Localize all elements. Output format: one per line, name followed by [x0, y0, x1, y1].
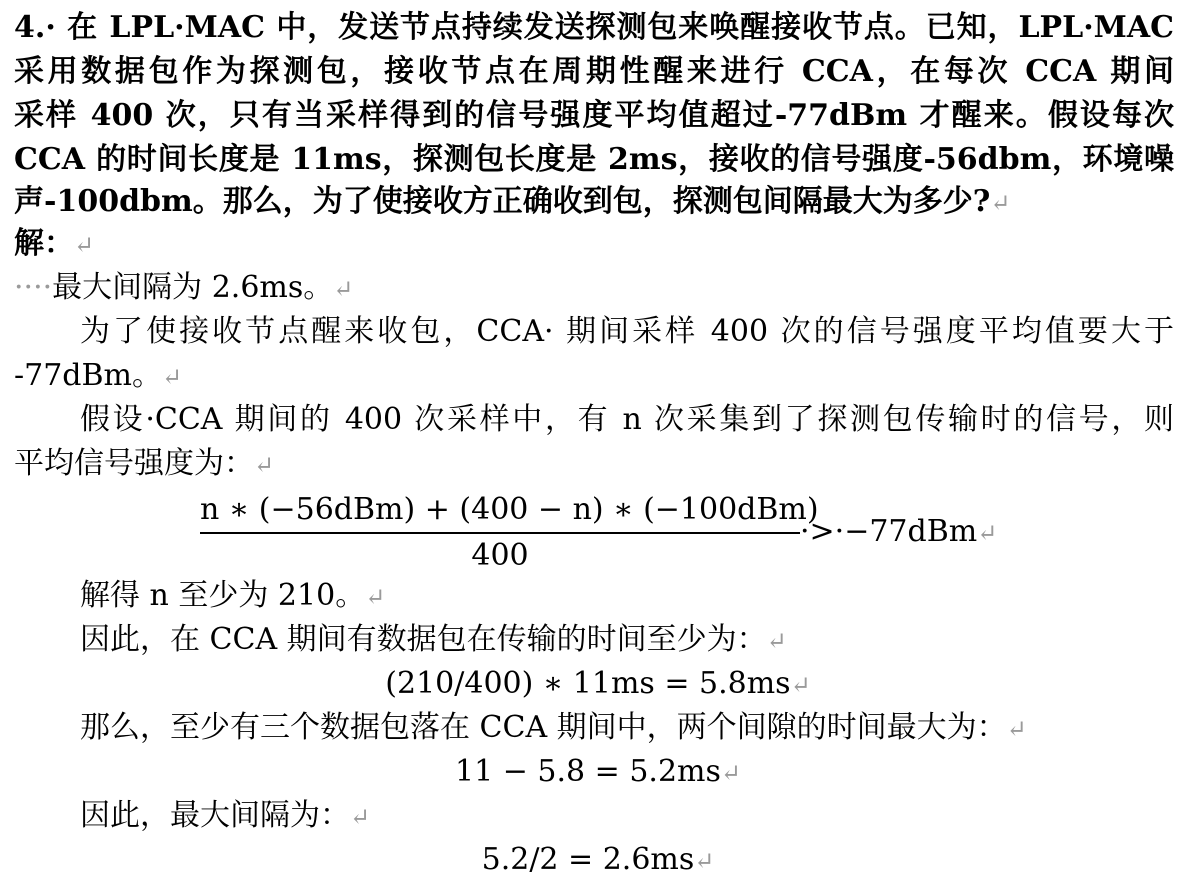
paragraph-mark: ↵	[694, 847, 715, 875]
paragraph-text: 平均信号强度为：	[14, 446, 254, 481]
paragraph-mark: ↵	[162, 363, 183, 391]
equation-text: 11 − 5.8 = 5.2ms	[455, 754, 721, 789]
paragraph-5	[80, 706, 1174, 751]
question-line-5	[14, 180, 1174, 225]
equation-1	[16, 662, 1180, 707]
paragraph-mark: ↵	[977, 519, 998, 547]
answer-line	[14, 266, 1174, 311]
paragraph-mark: ↵	[766, 627, 787, 655]
paragraph-mark: ↵	[254, 451, 275, 479]
paragraph-text: -77dBm。	[14, 358, 163, 393]
question-text: 4.· 在 LPL·MAC 中，发送节点持续发送探测包来唤醒接收节点。已知，LPL·MAC	[14, 10, 1174, 45]
paragraph-mark: ↵	[720, 759, 741, 787]
paragraph-1-line-2	[14, 354, 1174, 399]
paragraph-text: 为了使接收节点醒来收包，CCA· 期间采样 400 次的信号强度平均值要大于	[80, 314, 1174, 349]
paragraph-mark: ↵	[1006, 715, 1027, 743]
paragraph-mark: ↵	[990, 189, 1011, 217]
solution-label	[14, 222, 1174, 267]
inequality-rhs-text: ·>·−77dBm	[800, 514, 978, 549]
indent-dots: ····	[14, 270, 53, 305]
paragraph-mark: ↵	[74, 231, 95, 259]
equation-text: (210/400) ∗ 11ms = 5.8ms	[385, 666, 791, 701]
paragraph-mark: ↵	[350, 803, 371, 831]
answer-text: 最大间隔为 2.6ms。	[52, 270, 334, 305]
question-text: 采样 400 次，只有当采样得到的信号强度平均值超过-77dBm 才醒来。假设每次	[14, 98, 1174, 133]
paragraph-3	[80, 574, 1174, 619]
paragraph-2-line-1	[80, 398, 1174, 442]
paragraph-text: 假设·CCA 期间的 400 次采样中，有 n 次采集到了探测包传输时的信号，则	[80, 402, 1174, 437]
fraction-numerator: n ∗ (−56dBm) + (400 − n) ∗ (−100dBm)	[200, 492, 819, 527]
paragraph-mark: ↵	[790, 671, 811, 699]
question-text: 采用数据包作为探测包，接收节点在周期性醒来进行 CCA，在每次 CCA 期间	[14, 54, 1174, 89]
question-line-2	[14, 50, 1174, 94]
equation-3	[16, 838, 1180, 883]
paragraph-text: 因此，在 CCA 期间有数据包在传输的时间至少为：	[80, 622, 767, 657]
inequality-rhs	[800, 512, 997, 553]
question-line-3	[14, 94, 1174, 138]
question-line-4	[14, 138, 1174, 182]
question-text: CCA 的时间长度是 11ms，探测包长度是 2ms，接收的信号强度-56dbm，环境噪	[14, 142, 1174, 177]
paragraph-6	[80, 794, 1174, 839]
paragraph-text: 那么，至少有三个数据包落在 CCA 期间中，两个间隙的时间最大为：	[80, 710, 1007, 745]
equation-2	[16, 750, 1180, 795]
paragraph-text: 解得 n 至少为 210。	[80, 578, 366, 613]
fraction-denominator: 400	[471, 538, 529, 573]
paragraph-2-line-2	[14, 442, 1174, 487]
question-text: 声-100dbm。那么，为了使接收方正确收到包，探测包间隔最大为多少?	[14, 184, 991, 219]
question-line-1	[14, 6, 1174, 50]
equation-text: 5.2/2 = 2.6ms	[481, 842, 695, 877]
paragraph-mark: ↵	[365, 583, 386, 611]
paragraph-4	[80, 618, 1174, 663]
paragraph-1-line-1	[80, 310, 1174, 354]
solution-label-text: 解：	[14, 226, 74, 261]
paragraph-text: 因此，最大间隔为：	[80, 798, 350, 833]
fraction-bar	[200, 532, 800, 534]
paragraph-mark: ↵	[333, 275, 354, 303]
